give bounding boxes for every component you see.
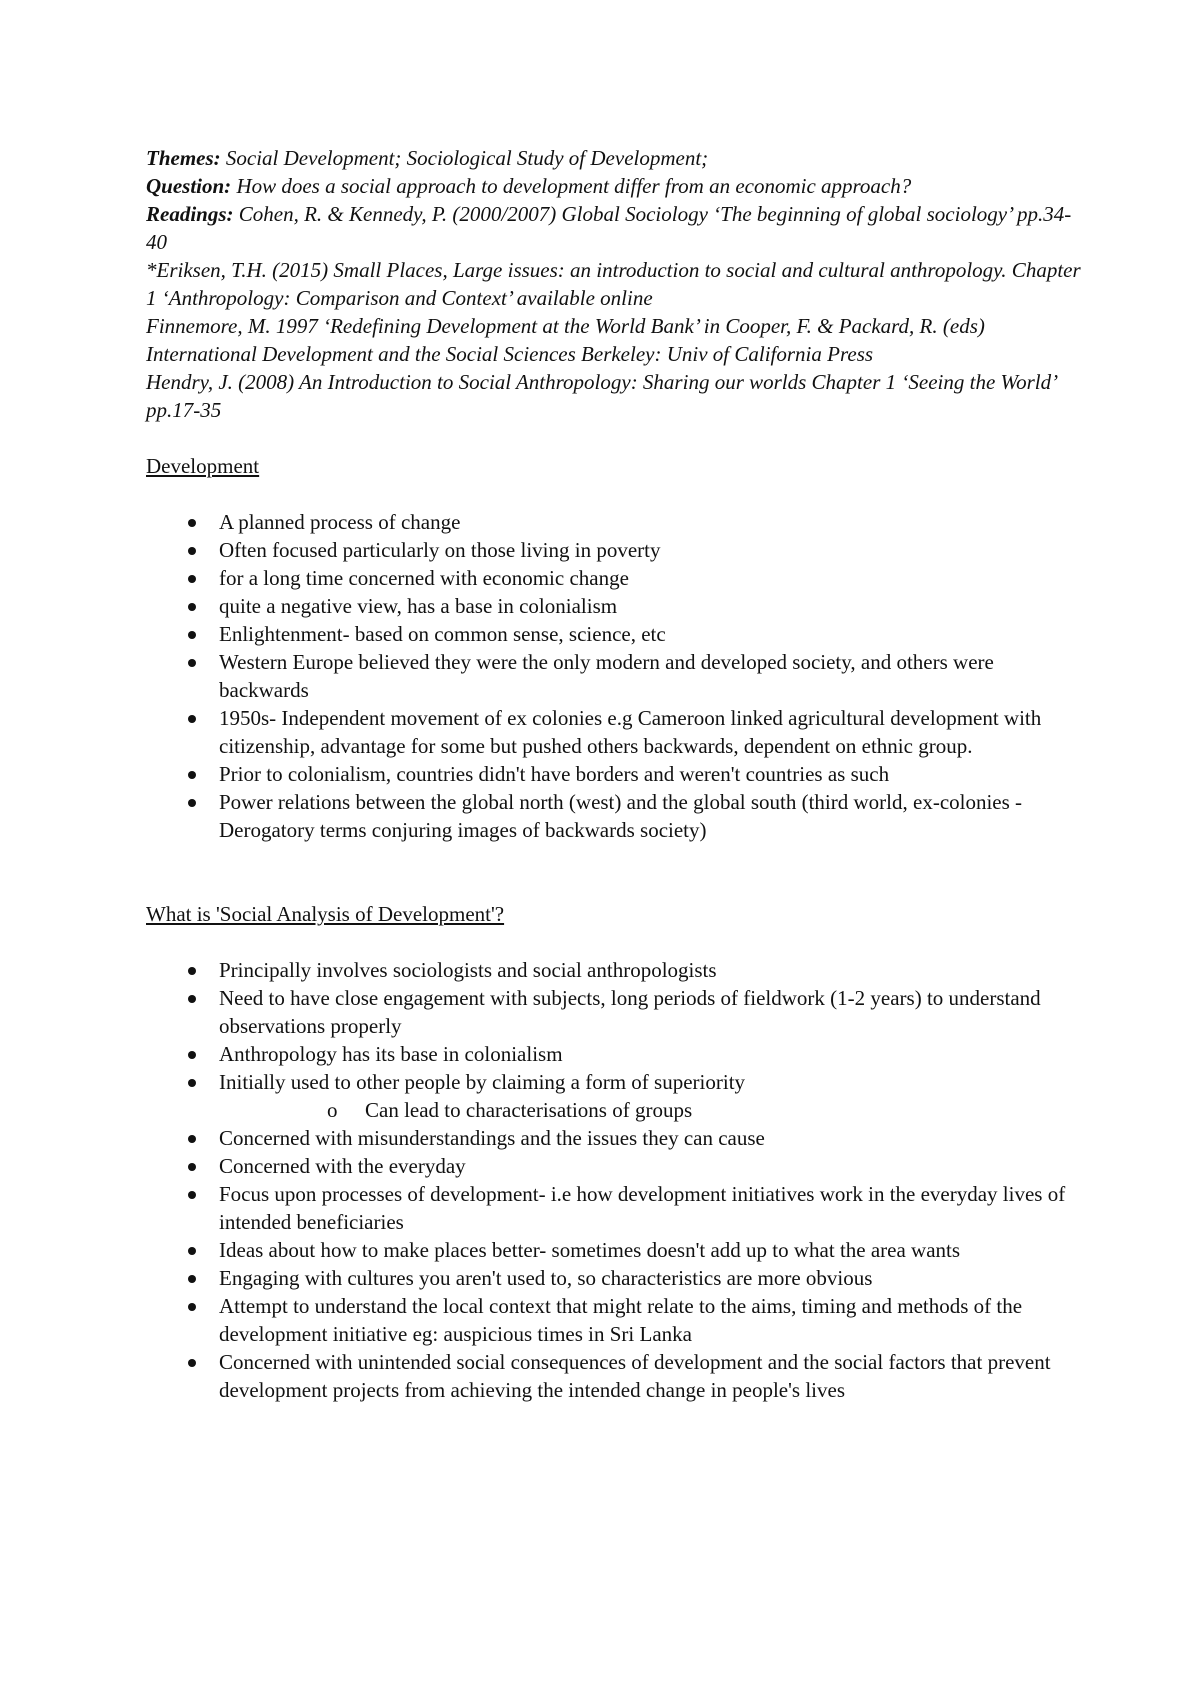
list-item: Often focused particularly on those living in poverty — [146, 536, 1086, 564]
reading-hendry: Hendry, J. (2008) An Introduction to Social Anthropology: Sharing our worlds Chapter 1 ‘Seeing the World’ pp.17-35 — [146, 370, 1056, 422]
reading-eriksen: *Eriksen, T.H. (2015) Small Places, Large issues: an introduction to social and cultural anthropology. Chapter 1 ‘Anthropology: Comparison and Context’ available online — [146, 258, 1081, 310]
development-list — [146, 508, 1086, 844]
list-item: Prior to colonialism, countries didn't have borders and weren't countries as such — [146, 760, 1086, 788]
list-item: Concerned with unintended social consequences of development and the social factors that prevent development projects from achieving the intended change in people's lives — [146, 1348, 1086, 1404]
list-item: Need to have close engagement with subjects, long periods of fieldwork (1-2 years) to understand observations properly — [146, 984, 1086, 1040]
readings-text: Cohen, R. & Kennedy, P. (2000/2007) Global Sociology ‘The beginning of global sociology’ pp.34- 40 — [146, 202, 1072, 254]
list-item: for a long time concerned with economic change — [146, 564, 1086, 592]
list-item: Anthropology has its base in colonialism — [146, 1040, 1086, 1068]
list-item: Concerned with the everyday — [146, 1152, 1086, 1180]
document-page — [146, 144, 1086, 1404]
list-item-text: Initially used to other people by claiming a form of superiority — [219, 1070, 746, 1094]
list-item: A planned process of change — [146, 508, 1086, 536]
development-heading: Development — [146, 454, 260, 478]
list-item: Principally involves sociologists and social anthropologists — [146, 956, 1086, 984]
themes-line — [146, 144, 1086, 172]
list-item — [146, 1068, 1086, 1124]
themes-text: Social Development; Sociological Study of Development; — [220, 146, 709, 170]
readings-line — [146, 200, 1086, 256]
list-item: quite a negative view, has a base in colonialism — [146, 592, 1086, 620]
list-item: Western Europe believed they were the only modern and developed society, and others were backwards — [146, 648, 1086, 704]
reading-finnemore: Finnemore, M. 1997 ‘Redefining Development at the World Bank’ in Cooper, F. & Packard, R. (eds) International Development and the Social Sciences Berkeley: Univ of California Press — [146, 314, 985, 366]
readings-label: Readings: — [146, 202, 234, 226]
question-line — [146, 172, 1086, 200]
list-item: Power relations between the global north (west) and the global south (third world, ex-colonies - Derogatory terms conjuring images of backwards society) — [146, 788, 1086, 844]
list-item: Ideas about how to make places better- sometimes doesn't add up to what the area wants — [146, 1236, 1086, 1264]
sub-list — [219, 1096, 1086, 1124]
question-label: Question: — [146, 174, 232, 198]
question-text: How does a social approach to development differ from an economic approach? — [231, 174, 912, 198]
list-item: Engaging with cultures you aren't used to, so characteristics are more obvious — [146, 1264, 1086, 1292]
social-analysis-list — [146, 956, 1086, 1404]
social-analysis-heading: What is 'Social Analysis of Development'? — [146, 902, 505, 926]
themes-label: Themes: — [146, 146, 221, 170]
sub-list-item: o Can lead to characterisations of groups — [219, 1096, 1086, 1124]
list-item: Focus upon processes of development- i.e how development initiatives work in the everyday lives of intended beneficiaries — [146, 1180, 1086, 1236]
list-item: Concerned with misunderstandings and the issues they can cause — [146, 1124, 1086, 1152]
document-header — [146, 144, 1086, 424]
list-item: 1950s- Independent movement of ex colonies e.g Cameroon linked agricultural development with citizenship, advantage for some but pushed others backwards, dependent on ethnic group. — [146, 704, 1086, 760]
list-item: Enlightenment- based on common sense, science, etc — [146, 620, 1086, 648]
list-item: Attempt to understand the local context that might relate to the aims, timing and methods of the development initiative eg: auspicious times in Sri Lanka — [146, 1292, 1086, 1348]
